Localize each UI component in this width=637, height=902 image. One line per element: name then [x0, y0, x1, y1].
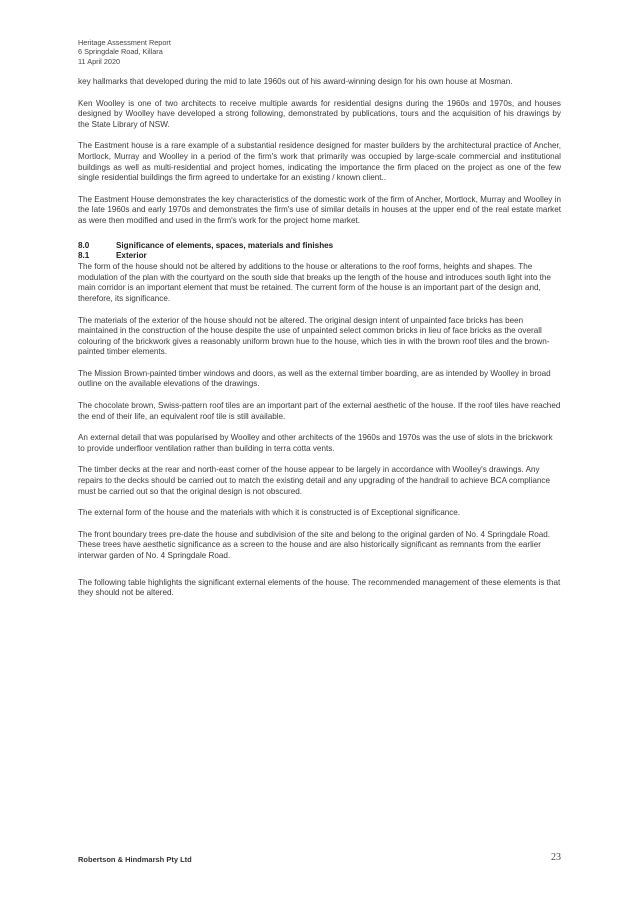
intro-paragraph: The Eastment House demonstrates the key characteristics of the domestic work of the firm of Ancher, Mortlock, Murray and Woolley in the late 1960s and early 1970s and demonstrates the firm's use of similar details in houses at the upper end of the real estate market as were then modified and used in the firm's work for the project home market.: [78, 194, 561, 225]
page-body: [78, 77, 561, 610]
page-number: 23: [551, 852, 561, 863]
intro-paragraph: key hallmarks that developed during the mid to late 1960s out of his award-winning design for his own house at Mosman.: [78, 77, 513, 86]
closing-paragraph: The following table highlights the significant external elements of the house. The recommended management of these elements is that they should not be altered.: [78, 577, 561, 598]
section-heading: [78, 241, 561, 252]
header-date: 11 April 2020: [78, 56, 121, 66]
body-paragraph: The front boundary trees pre-date the house and subdivision of the site and belong to the original garden of No. 4 Springdale Road. These trees have aesthetic significance as a screen to the house and are also historically significant as remnants from the earlier interwar garden of No. 4 Springdale Road.: [78, 529, 551, 560]
subsection-number: 8.1: [78, 251, 90, 261]
section-title: Significance of elements, spaces, materials and finishes: [116, 240, 334, 250]
body-paragraph: The chocolate brown, Swiss-pattern roof tiles are an important part of the external aesthetic of the house. If the roof tiles have reached the end of their life, an equivalent roof tile is still available.: [78, 401, 561, 421]
header-report-title: Heritage Assessment Report: [78, 38, 171, 47]
body-paragraph: The external form of the house and the materials with which it is constructed is of Exceptional significance.: [78, 508, 461, 518]
body-paragraph: The timber decks at the rear and north-east corner of the house appear to be largely in accordance with Woolley's drawings. Any repairs to the decks should be carried out to match the existing detail and any upgrading of the handrail to achieve BCA compliance must be carried out so that the original design is not obscured.: [78, 465, 550, 496]
body-paragraph: The form of the house should not be altered by additions to the house or alterations to the roof forms, heights and shapes. The modulation of the plan with the courtyard on the south side that breaks up the length of the house and introduces south light into the main corridor is an important element that must be retained. The current form of the house is an important part of the design and, therefore, its significance.: [78, 262, 551, 303]
body-paragraph: An external detail that was popularised by Woolley and other architects of the 1960s and 1970s was the use of slots in the brickwork to provide underfloor ventilation rather than building in terra cotta vents.: [78, 433, 553, 453]
intro-paragraph: Ken Woolley is one of two architects to receive multiple awards for residential designs during the 1960s and 1970s, and houses designed by Woolley have developed a strong following, demonstrated by publications, tours and the acquisition of his drawings by the State Library of NSW.: [78, 98, 561, 129]
header-address: 6 Springdale Road, Killara: [78, 47, 163, 57]
section-number: 8.0: [78, 240, 90, 250]
footer-company: Robertson & Hindmarsh Pty Ltd: [78, 855, 192, 864]
page-header: [78, 38, 171, 66]
body-paragraph: The materials of the exterior of the house should not be altered. The original design intent of unpainted face bricks has been maintained in the construction of the house despite the use of unpainted select common bricks in lieu of face bricks as the overall colouring of the brickwork gives a reasonably uniform brown hue to the house, which ties in with the brown roof tiles and the brown-painted timber elements.: [78, 315, 550, 357]
subsection-title: Exterior: [116, 251, 147, 261]
subsection-heading: [78, 251, 561, 262]
intro-paragraph: The Eastment house is a rare example of a substantial residence designed for master builders by the architectural practice of Ancher, Mortlock, Murray and Woolley in a period of the firm's work that primarily was occupied by large-scale commercial and institutional buildings as well as multi-residential and project homes, indicating the importance the firm placed on the project as one of the few single residential buildings the firm agreed to undertake for an existing / known client..: [78, 141, 561, 183]
body-paragraph: The Mission Brown-painted timber windows and doors, as well as the external timber boarding, are as intended by Woolley in broad outline on the available elevations of the drawings.: [78, 368, 551, 389]
